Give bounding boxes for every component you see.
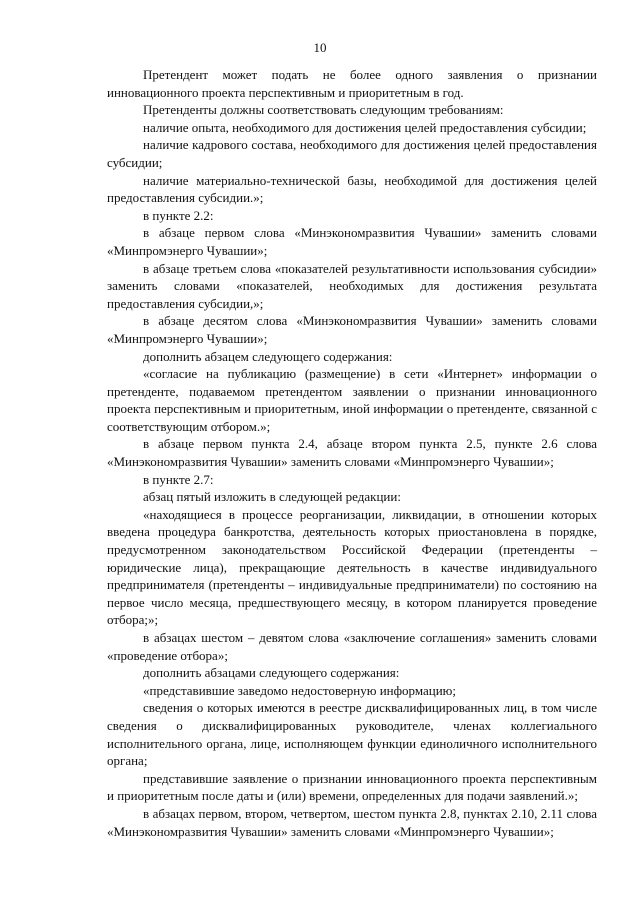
paragraph: в абзацах первом, втором, четвертом, шестом пункта 2.8, пунктах 2.10, 2.11 слова «Минэкономразвития Чувашии» заменить словами «Минпромэнерго Чувашии»; [107, 805, 597, 839]
paragraph: наличие кадрового состава, необходимого для достижения целей предоставления субсидии; [107, 137, 597, 170]
paragraph: в абзацах шестом – девятом слова «заключение соглашения» заменить словами «проведение отбора»; [107, 630, 597, 663]
paragraph: «представившие заведомо недостоверную информацию; [143, 682, 456, 698]
paragraph: в абзаце десятом слова «Минэкономразвития Чувашии» заменить словами «Минпромэнерго Чувашии»; [107, 313, 597, 346]
paragraph: дополнить абзацами следующего содержания: [143, 665, 400, 681]
paragraph: «находящиеся в процессе реорганизации, ликвидации, в отношении которых введена процедура банкротства, деятельность которых приостановлена в порядке, предусмотренном законодательством Российской Федерации (претенденты – юридические лица), прекращающие деятельность в качестве индивидуального предпринимателя (претенденты – индивидуальные предприниматели) по состоянию на первое число месяца, предшествующего месяцу, в котором планируется проведение отбора;»; [107, 506, 597, 628]
paragraph: в пункте 2.2: [143, 207, 214, 223]
paragraph: Претендент может подать не более одного заявления о признании инновационного проекта перспективным и приоритетным в год. [107, 67, 597, 100]
paragraph: в абзаце первом пункта 2.4, абзаце втором пункта 2.5, пункте 2.6 слова «Минэкономразвития Чувашии» заменить словами «Минпромэнерго Чувашии»; [107, 436, 597, 470]
paragraph: дополнить абзацем следующего содержания: [143, 348, 393, 364]
paragraph: наличие материально-технической базы, необходимой для достижения целей предоставления субсидии.»; [107, 172, 597, 206]
paragraph: Претенденты должны соответствовать следующим требованиям: [143, 102, 504, 118]
document-body [107, 66, 597, 840]
paragraph: в абзаце третьем слова «показателей результативности использования субсидии» заменить словами «показателей, необходимых для достижения результата предоставления субсидии,»; [107, 260, 597, 311]
paragraph: представившие заявление о признании инновационного проекта перспективным и приоритетным после даты и (или) времени, определенных для подачи заявлений.»; [107, 770, 597, 804]
paragraph: наличие опыта, необходимого для достижения целей предоставления субсидии; [143, 119, 587, 135]
paragraph: абзац пятый изложить в следующей редакции: [143, 489, 401, 505]
paragraph: в абзаце первом слова «Минэкономразвития Чувашии» заменить словами «Минпромэнерго Чувашии»; [107, 225, 597, 258]
paragraph: в пункте 2.7: [143, 471, 214, 487]
paragraph: сведения о которых имеются в реестре дисквалифицированных лиц, в том числе сведения о дисквалифицированных руководителе, членах коллегиального исполнительного органа, лице, исполняющем функции единоличного исполнительного органа; [107, 700, 597, 769]
paragraph: «согласие на публикацию (размещение) в сети «Интернет» информации о претенденте, подаваемом претендентом заявлении о признании инновационного проекта перспективным и приоритетным, иной информации о претенденте, связанной с соответствующим отбором.»; [107, 366, 597, 434]
page-number: 10 [313, 40, 327, 55]
